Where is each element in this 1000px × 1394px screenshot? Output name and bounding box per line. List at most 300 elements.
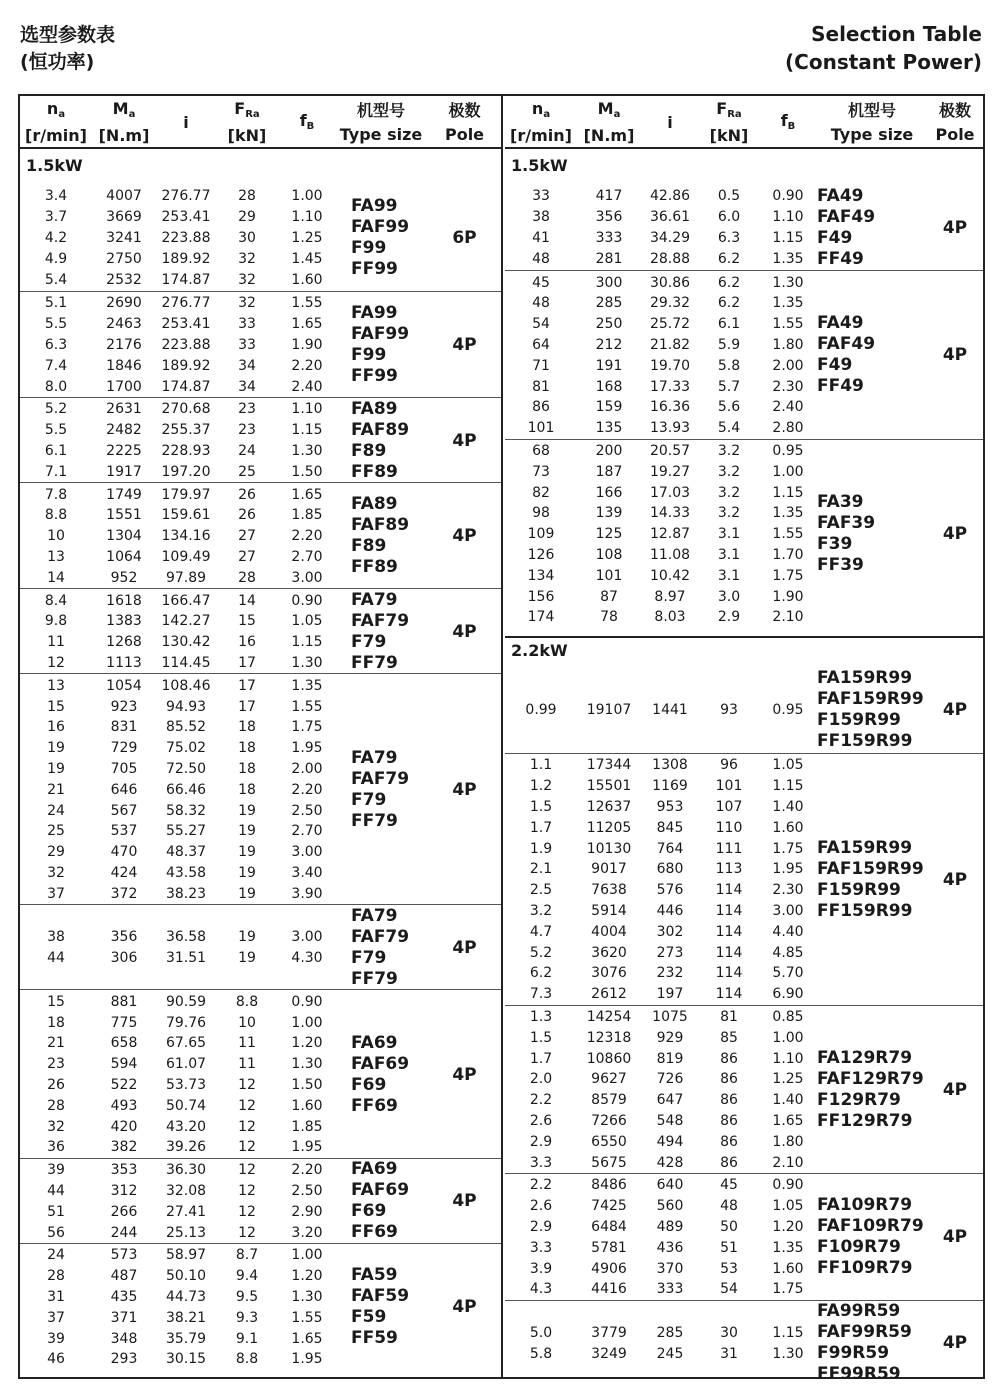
cell-i: 647 <box>656 1092 684 1109</box>
cell-fb: 0.95 <box>772 702 804 719</box>
title-english <box>785 20 982 76</box>
cell-ma: 356 <box>595 209 623 226</box>
cell-i: 845 <box>656 819 684 836</box>
cell-fra: 3.2 <box>717 463 741 480</box>
cell-ma: 2532 <box>106 271 142 288</box>
cell-i: 489 <box>656 1218 684 1235</box>
cell-fb: 1.10 <box>291 401 323 418</box>
cell-fra: 18 <box>238 740 256 757</box>
cell-fb: 2.40 <box>291 378 323 395</box>
cell-i: 79.76 <box>165 1014 207 1031</box>
cell-na: 16 <box>47 719 65 736</box>
type-size: FAF79 <box>351 768 410 789</box>
cell-fb: 1.90 <box>291 336 323 353</box>
type-size: FF49 <box>817 376 864 397</box>
cell-ma: 658 <box>110 1035 138 1052</box>
selection-group <box>505 1300 983 1385</box>
selection-group <box>505 1173 983 1300</box>
cell-na: 54 <box>532 316 550 333</box>
cell-fb: 2.70 <box>291 823 323 840</box>
type-size: FAF69 <box>351 1053 410 1074</box>
cell-fra: 24 <box>238 442 256 459</box>
cell-na: 51 <box>47 1203 65 1220</box>
cell-ma: 312 <box>110 1182 138 1199</box>
cell-fra: 8.8 <box>235 1351 259 1368</box>
selection-group <box>505 439 983 628</box>
cell-ma: 191 <box>595 357 623 374</box>
pole-value: 4P <box>942 1333 968 1354</box>
type-size: FA159R99 <box>817 837 913 858</box>
cell-fra: 50 <box>720 1218 738 1235</box>
cell-ma: 11205 <box>586 819 632 836</box>
type-size: FA79 <box>351 589 398 610</box>
cell-fra: 3.0 <box>717 588 741 605</box>
cell-i: 11.08 <box>649 546 691 563</box>
cell-ma: 19107 <box>586 702 632 719</box>
type-size: FF159R99 <box>817 731 913 752</box>
type-size: FF99R59 <box>817 1364 901 1385</box>
cell-ma: 135 <box>595 420 623 437</box>
header-fra: FRa [kN] <box>709 99 749 145</box>
pole-value: 4P <box>452 430 477 451</box>
cell-fb: 1.85 <box>291 507 323 524</box>
cell-na: 15 <box>47 993 65 1010</box>
type-size: FF159R99 <box>817 900 913 921</box>
cell-fb: 1.95 <box>772 861 804 878</box>
cell-ma: 646 <box>110 781 138 798</box>
cell-fra: 5.6 <box>717 399 741 416</box>
cell-fb: 5.70 <box>772 965 804 982</box>
cell-ma: 831 <box>110 719 138 736</box>
cell-fb: 3.00 <box>291 844 323 861</box>
cell-i: 270.68 <box>161 401 211 418</box>
type-size: FA79 <box>351 905 398 926</box>
cell-i: 276.77 <box>161 295 211 312</box>
cell-fb: 2.20 <box>291 781 323 798</box>
cell-fb: 2.30 <box>772 378 804 395</box>
cell-fra: 81 <box>720 1008 738 1025</box>
cell-fra: 12 <box>238 1182 256 1199</box>
cell-na: 44 <box>47 1182 65 1199</box>
cell-na: 44 <box>47 950 65 967</box>
type-size: FAF79 <box>351 926 410 947</box>
cell-na: 18 <box>47 1014 65 1031</box>
cell-na: 38 <box>47 929 65 946</box>
cell-na: 38 <box>532 209 550 226</box>
cell-fra: 28 <box>238 188 256 205</box>
selection-group <box>20 291 501 397</box>
type-size: F109R79 <box>817 1237 901 1258</box>
cell-fb: 1.60 <box>772 1260 804 1277</box>
cell-i: 179.97 <box>161 486 211 503</box>
pole-value: 4P <box>452 335 477 355</box>
type-size-list <box>817 185 927 270</box>
cell-fb: 2.10 <box>772 609 804 626</box>
cell-ma: 356 <box>110 929 138 946</box>
cell-na: 3.9 <box>529 1260 553 1277</box>
cell-i: 20.57 <box>649 442 691 459</box>
cell-fra: 26 <box>238 486 256 503</box>
cell-i: 8.03 <box>654 609 686 626</box>
cell-na: 1.5 <box>529 1029 553 1046</box>
cell-fb: 1.20 <box>291 1268 323 1285</box>
header-fb: fB <box>780 111 796 132</box>
cell-ma: 775 <box>110 1014 138 1031</box>
cell-fb: 4.85 <box>772 944 804 961</box>
selection-group <box>20 673 501 904</box>
cell-fra: 86 <box>720 1050 738 1067</box>
type-size: F129R79 <box>817 1089 901 1110</box>
cell-na: 5.0 <box>529 1324 553 1341</box>
type-size: F69 <box>351 1201 387 1222</box>
cell-i: 223.88 <box>161 229 211 246</box>
cell-fb: 1.30 <box>291 1288 323 1305</box>
cell-na: 2.9 <box>529 1218 553 1235</box>
cell-fra: 18 <box>238 760 256 777</box>
cell-na: 36 <box>47 1139 65 1156</box>
cell-ma: 108 <box>595 546 623 563</box>
cell-ma: 285 <box>595 295 623 312</box>
selection-group <box>20 989 501 1157</box>
cell-i: 223.88 <box>161 336 211 353</box>
cell-i: 255.37 <box>161 422 211 439</box>
cell-i: 17.03 <box>649 484 691 501</box>
type-size: F159R99 <box>817 710 901 731</box>
cell-fra: 107 <box>715 798 743 815</box>
cell-fra: 11 <box>238 1056 256 1073</box>
cell-ma: 293 <box>110 1351 138 1368</box>
cell-fra: 6.0 <box>717 209 741 226</box>
cell-fra: 5.9 <box>717 336 741 353</box>
cell-fra: 28 <box>238 569 256 586</box>
cell-na: 5.2 <box>529 944 553 961</box>
cell-fra: 9.1 <box>235 1330 259 1347</box>
cell-fra: 9.5 <box>235 1288 259 1305</box>
cell-i: 929 <box>656 1029 684 1046</box>
cell-i: 159.61 <box>161 507 211 524</box>
cell-fra: 12 <box>238 1203 256 1220</box>
type-size: FAF159R99 <box>817 689 924 710</box>
cell-i: 285 <box>656 1324 684 1341</box>
cell-fb: 3.00 <box>291 929 323 946</box>
cell-fra: 101 <box>715 778 743 795</box>
cell-na: 14 <box>47 569 65 586</box>
cell-ma: 101 <box>595 567 623 584</box>
cell-i: 232 <box>656 965 684 982</box>
cell-na: 6.2 <box>529 965 553 982</box>
type-size: FF89 <box>351 557 398 578</box>
cell-na: 7.1 <box>44 463 68 480</box>
cell-fra: 114 <box>715 882 743 899</box>
cell-ma: 12318 <box>586 1029 632 1046</box>
cell-fra: 32 <box>238 271 256 288</box>
cell-fra: 18 <box>238 781 256 798</box>
cell-na: 1.7 <box>529 1050 553 1067</box>
type-size: FAF69 <box>351 1180 410 1201</box>
cell-fra: 31 <box>720 1345 738 1362</box>
cell-fb: 1.00 <box>772 463 804 480</box>
type-size: FAF59 <box>351 1286 410 1307</box>
cell-i: 97.89 <box>165 569 207 586</box>
cell-i: 108.46 <box>161 677 211 694</box>
type-size: FA79 <box>351 747 398 768</box>
pole-value: 4P <box>942 345 968 366</box>
cell-na: 32 <box>47 1118 65 1135</box>
cell-fb: 1.50 <box>291 1076 323 1093</box>
selection-group <box>505 753 983 1005</box>
cell-i: 953 <box>656 798 684 815</box>
cell-i: 726 <box>656 1071 684 1088</box>
pole-value: 4P <box>942 524 968 545</box>
cell-fb: 1.75 <box>772 840 804 857</box>
cell-fra: 19 <box>238 885 256 902</box>
cell-fb: 1.25 <box>772 1071 804 1088</box>
cell-i: 142.27 <box>161 613 211 630</box>
cell-ma: 1113 <box>106 654 142 671</box>
type-size: F79 <box>351 631 387 652</box>
selection-group <box>20 588 501 673</box>
power-section-label: 2.2kW <box>505 636 983 662</box>
cell-fb: 1.75 <box>772 567 804 584</box>
cell-fra: 34 <box>238 357 256 374</box>
cell-na: 6.1 <box>44 442 68 459</box>
cell-fra: 51 <box>720 1239 738 1256</box>
cell-ma: 4007 <box>106 188 142 205</box>
cell-ma: 567 <box>110 802 138 819</box>
cell-na: 25 <box>47 823 65 840</box>
pole-value: 4P <box>452 779 477 800</box>
cell-ma: 4906 <box>591 1260 627 1277</box>
cell-ma: 2176 <box>106 336 142 353</box>
cell-ma: 729 <box>110 740 138 757</box>
cell-fb: 1.75 <box>772 1281 804 1298</box>
cell-ma: 9627 <box>591 1071 627 1088</box>
cell-fb: 1.40 <box>772 1092 804 1109</box>
cell-fb: 1.30 <box>291 1056 323 1073</box>
cell-na: 37 <box>47 885 65 902</box>
cell-na: 101 <box>527 420 555 437</box>
type-size: FAF49 <box>817 334 876 355</box>
type-size: F69 <box>351 1074 387 1095</box>
cell-fra: 12 <box>238 1097 256 1114</box>
type-size: FAF99 <box>351 324 410 344</box>
cell-i: 17.33 <box>649 378 691 395</box>
cell-i: 90.59 <box>165 993 207 1010</box>
cell-ma: 348 <box>110 1330 138 1347</box>
cell-i: 42.86 <box>649 188 691 205</box>
title-chinese <box>20 22 115 76</box>
cell-na: 64 <box>532 336 550 353</box>
cell-fra: 17 <box>238 698 256 715</box>
cell-na: 109 <box>527 526 555 543</box>
cell-ma: 125 <box>595 526 623 543</box>
cell-na: 21 <box>47 1035 65 1052</box>
cell-ma: 371 <box>110 1309 138 1326</box>
cell-ma: 87 <box>600 588 618 605</box>
cell-na: 3.3 <box>529 1154 553 1171</box>
type-size: FF49 <box>817 248 864 269</box>
cell-ma: 493 <box>110 1097 138 1114</box>
cell-na: 2.2 <box>529 1092 553 1109</box>
pole-value: 4P <box>942 217 968 238</box>
cell-ma: 139 <box>595 505 623 522</box>
cell-fra: 23 <box>238 422 256 439</box>
cell-fra: 86 <box>720 1133 738 1150</box>
cell-fb: 3.90 <box>291 885 323 902</box>
cell-fb: 1.35 <box>772 1239 804 1256</box>
cell-ma: 420 <box>110 1118 138 1135</box>
cell-fra: 114 <box>715 965 743 982</box>
cell-fra: 19 <box>238 823 256 840</box>
cell-i: 36.58 <box>165 929 207 946</box>
cell-fb: 0.85 <box>772 1008 804 1025</box>
cell-i: 197 <box>656 986 684 1003</box>
selection-group <box>505 185 983 270</box>
cell-fra: 53 <box>720 1260 738 1277</box>
cell-fra: 17 <box>238 654 256 671</box>
cell-ma: 15501 <box>586 778 632 795</box>
cell-ma: 281 <box>595 250 623 267</box>
cell-na: 73 <box>532 463 550 480</box>
cell-na: 41 <box>532 229 550 246</box>
type-size: FA49 <box>817 313 864 334</box>
selection-group <box>505 1005 983 1173</box>
cell-fra: 3.1 <box>717 567 741 584</box>
cell-fb: 1.65 <box>291 486 323 503</box>
type-size: FAF99R59 <box>817 1322 912 1343</box>
type-size: FF99 <box>351 366 398 386</box>
cell-fb: 2.80 <box>772 420 804 437</box>
cell-ma: 8579 <box>591 1092 627 1109</box>
cell-fra: 111 <box>715 840 743 857</box>
type-size: FA89 <box>351 398 398 419</box>
cell-i: 166.47 <box>161 592 211 609</box>
header-na: na [r/min] <box>25 99 87 145</box>
cell-fra: 86 <box>720 1112 738 1129</box>
cell-fra: 3.1 <box>717 526 741 543</box>
cell-fb: 1.80 <box>772 1133 804 1150</box>
cell-na: 5.1 <box>44 295 68 312</box>
selection-group <box>20 904 501 989</box>
cell-na: 28 <box>47 1097 65 1114</box>
cell-fb: 2.40 <box>772 399 804 416</box>
type-size: FAF79 <box>351 610 410 631</box>
type-size: F89 <box>351 536 387 557</box>
cell-na: 1.2 <box>529 778 553 795</box>
cell-fra: 6.1 <box>717 316 741 333</box>
cell-ma: 382 <box>110 1139 138 1156</box>
cell-fb: 1.85 <box>291 1118 323 1135</box>
cell-fra: 19 <box>238 802 256 819</box>
cell-na: 7.4 <box>44 357 68 374</box>
cell-na: 11 <box>47 634 65 651</box>
cell-i: 640 <box>656 1177 684 1194</box>
type-size: FF69 <box>351 1095 398 1116</box>
cell-i: 36.30 <box>165 1162 207 1179</box>
cell-fra: 3.2 <box>717 484 741 501</box>
cell-fra: 32 <box>238 295 256 312</box>
cell-fb: 1.60 <box>291 1097 323 1114</box>
cell-na: 24 <box>47 802 65 819</box>
cell-i: 53.73 <box>165 1076 207 1093</box>
cell-na: 0.99 <box>525 702 557 719</box>
cell-na: 4.2 <box>44 229 68 246</box>
cell-ma: 417 <box>595 188 623 205</box>
cell-ma: 1054 <box>106 677 142 694</box>
cell-i: 189.92 <box>161 357 211 374</box>
header-fb: fB <box>299 111 315 132</box>
cell-ma: 159 <box>595 399 623 416</box>
selection-group <box>20 482 501 588</box>
cell-ma: 372 <box>110 885 138 902</box>
cell-ma: 9017 <box>591 861 627 878</box>
cell-fb: 1.50 <box>291 463 323 480</box>
cell-ma: 2750 <box>106 250 142 267</box>
cell-ma: 1304 <box>106 528 142 545</box>
type-size: FF79 <box>351 652 398 673</box>
cell-fb: 1.35 <box>291 677 323 694</box>
cell-fra: 54 <box>720 1281 738 1298</box>
cell-fra: 12 <box>238 1139 256 1156</box>
cell-ma: 1749 <box>106 486 142 503</box>
cell-fra: 3.2 <box>717 505 741 522</box>
power-section-label: 1.5kW <box>26 156 83 175</box>
pole-value: 4P <box>452 1191 477 1212</box>
cell-ma: 6550 <box>591 1133 627 1150</box>
type-size: FAF99 <box>351 217 410 237</box>
cell-na: 4.9 <box>44 250 68 267</box>
selection-group <box>20 1158 501 1243</box>
type-size: FA99R59 <box>817 1301 901 1322</box>
pole-value: 4P <box>452 1297 477 1318</box>
cell-fra: 33 <box>238 316 256 333</box>
cell-fra: 114 <box>715 986 743 1003</box>
cell-na: 7.3 <box>529 986 553 1003</box>
cell-na: 39 <box>47 1330 65 1347</box>
cell-na: 5.5 <box>44 422 68 439</box>
cell-na: 71 <box>532 357 550 374</box>
header-i: i <box>667 112 673 132</box>
cell-ma: 12637 <box>586 798 632 815</box>
cell-i: 85.52 <box>165 719 207 736</box>
cell-ma: 300 <box>595 274 623 291</box>
cell-na: 24 <box>47 1247 65 1264</box>
cell-ma: 5781 <box>591 1239 627 1256</box>
cell-fb: 1.30 <box>291 654 323 671</box>
cell-fra: 8.7 <box>235 1247 259 1264</box>
cell-na: 6.3 <box>44 336 68 353</box>
title-cn-line1: 选型参数表 <box>20 24 116 46</box>
cell-na: 1.3 <box>529 1008 553 1025</box>
cell-na: 4.7 <box>529 923 553 940</box>
cell-i: 680 <box>656 861 684 878</box>
cell-fb: 1.05 <box>291 613 323 630</box>
cell-fb: 1.60 <box>772 819 804 836</box>
type-size: FA129R79 <box>817 1047 913 1068</box>
cell-ma: 166 <box>595 484 623 501</box>
cell-fra: 0.5 <box>717 188 741 205</box>
cell-ma: 881 <box>110 993 138 1010</box>
cell-fra: 86 <box>720 1154 738 1171</box>
header-na: na [r/min] <box>510 99 572 145</box>
cell-na: 82 <box>532 484 550 501</box>
cell-ma: 2631 <box>106 401 142 418</box>
cell-ma: 353 <box>110 1162 138 1179</box>
cell-fra: 9.3 <box>235 1309 259 1326</box>
cell-na: 3.3 <box>529 1239 553 1256</box>
type-size: FAF89 <box>351 515 410 536</box>
cell-i: 1169 <box>652 778 688 795</box>
